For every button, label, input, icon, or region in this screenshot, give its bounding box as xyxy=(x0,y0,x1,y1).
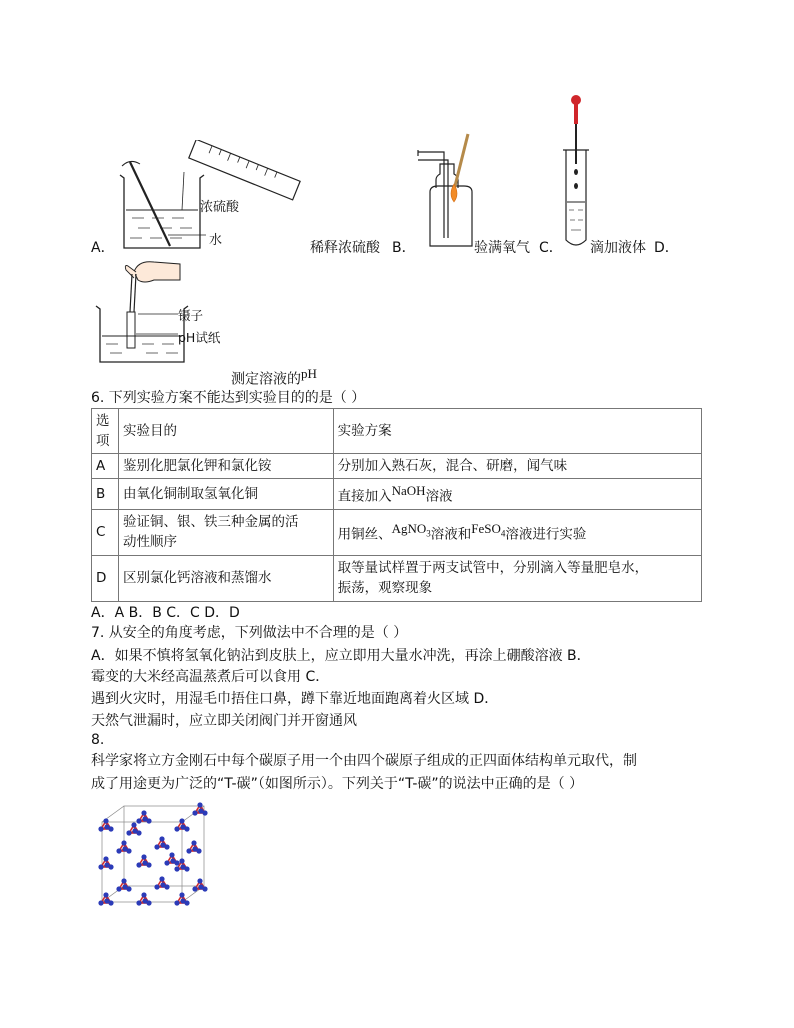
tetrahedral-unit xyxy=(174,818,189,831)
q6-choices: A．A B．B C．C D．D xyxy=(91,605,240,621)
figure-c-dropper xyxy=(560,92,592,250)
caption-a: 稀释浓硫酸 xyxy=(310,240,380,256)
row-plan: 取等量试样置于两支试管中，分别滴入等量肥皂水， 振荡，观察现象 xyxy=(333,555,701,601)
option-d-label: D． xyxy=(654,240,679,256)
tetrahedral-unit xyxy=(186,840,201,853)
tetrahedral-unit xyxy=(136,810,151,823)
row-plan: 用铜丝、$^{AgNO_3}$溶液和$^{FeSO_4}$溶液进行实验 xyxy=(333,509,701,555)
q7-line-2: 霉变的大米经高温蒸煮后可以食用 C． xyxy=(91,669,330,685)
row-option: A xyxy=(92,454,119,479)
row-plan: 直接加入$^{NaOH}$溶液 xyxy=(333,479,701,510)
label-ph-paper: pH试纸 xyxy=(178,330,221,345)
tetrahedral-unit xyxy=(116,840,131,853)
caption-c: 滴加液体 xyxy=(590,240,646,256)
caption-b: 验满氧气 xyxy=(474,240,530,256)
q8-line-1: 科学家将立方金刚石中每个碳原子用一个由四个碳原子组成的正四面体结构单元取代，制 xyxy=(91,753,637,769)
q7-stem: 7. 从安全的角度考虑，下列做法中不合理的是（ ） xyxy=(91,625,408,641)
tetrahedral-unit xyxy=(136,854,151,867)
option-a-label: A． xyxy=(91,240,115,256)
q7-line-3: 遇到火灾时，用湿毛巾捂住口鼻，蹲下靠近地面跑离着火区域 D． xyxy=(91,691,499,707)
label-nongliusuan: 浓硫酸 xyxy=(200,200,240,215)
tetrahedral-unit xyxy=(116,878,131,891)
header-plan: 实验方案 xyxy=(333,409,701,454)
tetrahedral-unit xyxy=(98,892,113,905)
option-c-label: C． xyxy=(539,240,563,256)
row-option: C xyxy=(92,509,119,555)
label-niezi: 镊子 xyxy=(178,308,204,323)
header-option: 选 项 xyxy=(92,409,119,454)
q7-line-1: A．如果不慎将氢氧化钠沾到皮肤上，应立即用大量水冲洗，再涂上硼酸溶液 B． xyxy=(91,648,591,664)
figure-b-oxygen-test xyxy=(414,128,480,250)
table-row xyxy=(92,555,702,601)
row-purpose: 鉴别化肥氯化钾和氯化铵 xyxy=(118,454,333,479)
row-option: B xyxy=(92,479,119,510)
t-carbon-structure-figure xyxy=(94,800,212,912)
row-option: D xyxy=(92,555,119,601)
header-purpose: 实验目的 xyxy=(118,409,333,454)
table-header-row xyxy=(92,409,702,454)
tetrahedral-unit xyxy=(154,876,169,889)
q6-table xyxy=(91,408,702,602)
table-row xyxy=(92,509,702,555)
row-purpose: 验证铜、银、铁三种金属的活 动性顺序 xyxy=(118,509,333,555)
tetrahedral-unit xyxy=(164,852,179,865)
q8-number: 8. xyxy=(91,732,105,748)
label-shui: 水 xyxy=(209,233,223,248)
caption-d: 测定溶液的$^{pH}$ xyxy=(231,366,317,388)
tetrahedral-unit xyxy=(174,892,189,905)
tetrahedral-unit xyxy=(192,878,207,891)
table-row xyxy=(92,479,702,510)
q6-stem: 6. 下列实验方案不能达到实验目的的是（ ） xyxy=(91,390,366,406)
row-purpose: 区别氯化钙溶液和蒸馏水 xyxy=(118,555,333,601)
row-plan: 分别加入熟石灰，混合、研磨，闻气味 xyxy=(333,454,701,479)
q7-line-4: 天然气泄漏时，应立即关闭阀门并开窗通风 xyxy=(91,713,357,729)
tetrahedral-unit xyxy=(136,892,151,905)
tetrahedral-unit xyxy=(98,856,113,869)
table-row xyxy=(92,454,702,479)
q8-line-2: 成了用途更为广泛的“T-碳”（如图所示）。下列关于“T-碳”的说法中正确的是（ ） xyxy=(91,776,584,792)
option-b-label: B． xyxy=(392,240,416,256)
tetrahedral-unit xyxy=(98,818,113,831)
tetrahedral-unit xyxy=(192,802,207,815)
tetrahedral-unit xyxy=(126,822,141,835)
tetrahedral-unit xyxy=(154,836,169,849)
row-purpose: 由氧化铜制取氢氧化铜 xyxy=(118,479,333,510)
